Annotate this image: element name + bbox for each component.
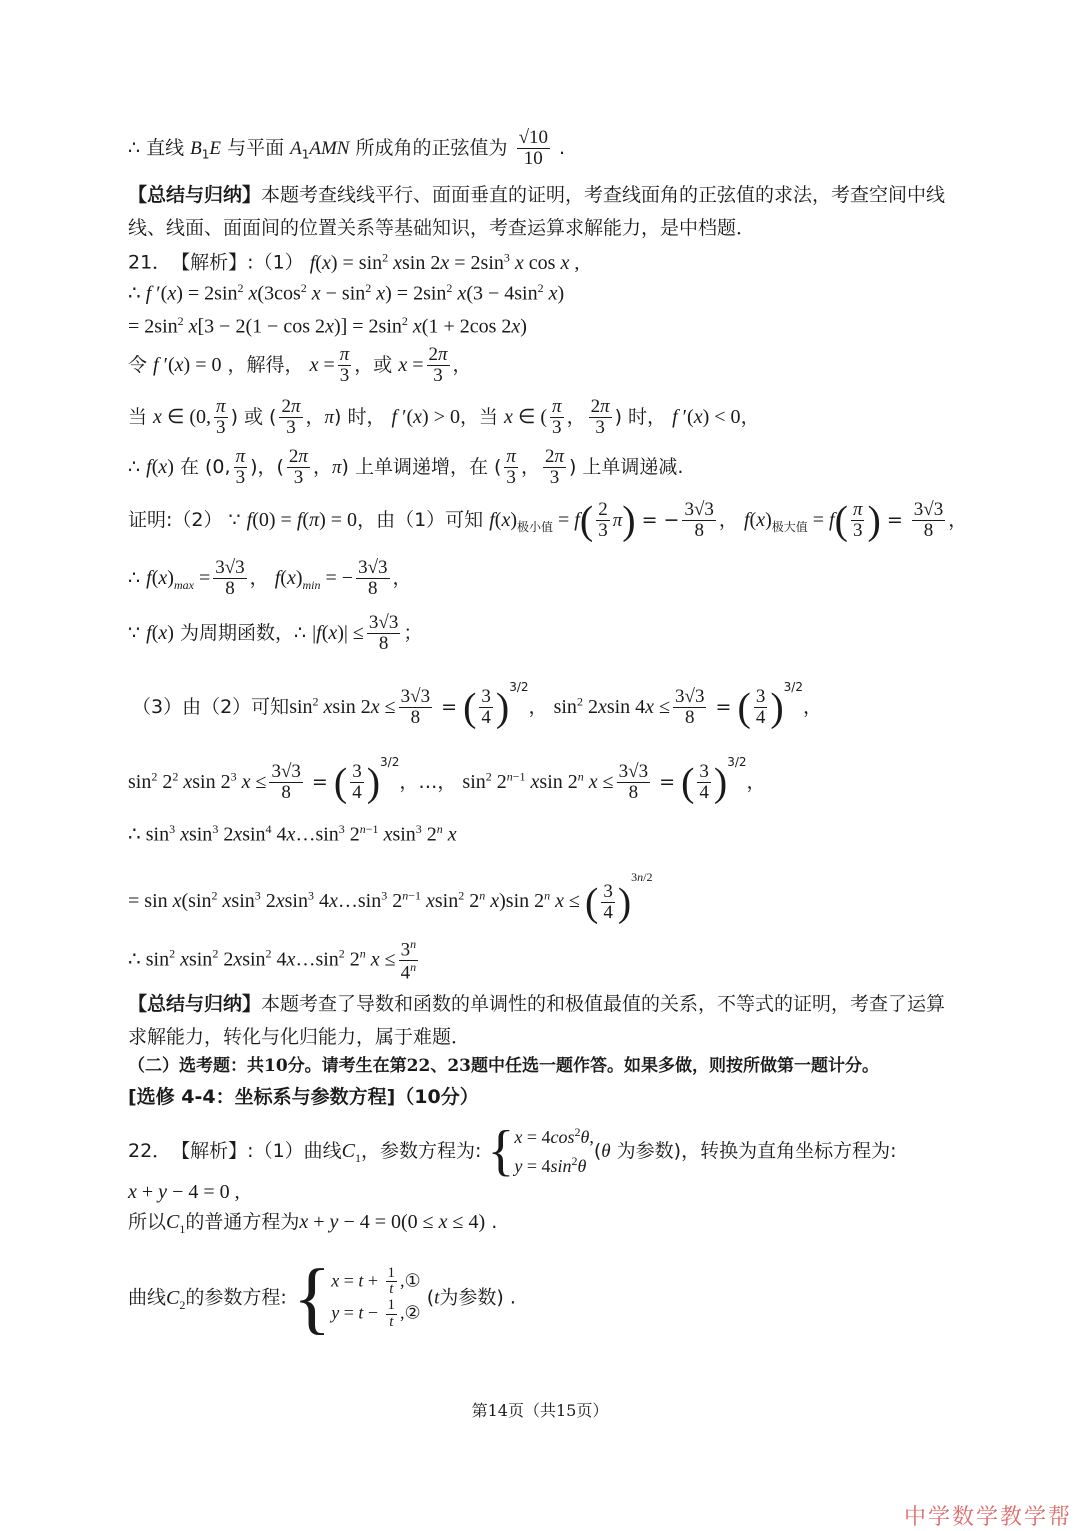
proof-label: 证明:（2）	[128, 508, 223, 531]
part3-line4: = $\sin x(\sin^2$ xsin$^3$ 2xsin$^3$ $4x\dots\sin^3$ $2^{n-1}$ xsin$^2$ 2$^n$ x)sin 2$^n$ x ≤ ( $\frac{3}{4}$ )$^{3n/2}$	[128, 870, 653, 925]
ordinary-label2: 的普通方程为	[185, 1211, 300, 1233]
line-conclusion: ∴ 直线 $B_1E$ 与平面 $A_1AMN$ 所成角的正弦值为 $\frac{√10}{10}$ .	[128, 127, 566, 169]
page-footer: 第14页（共15页）	[471, 1401, 609, 1420]
summary-text-2: 本题考查了导数和函数的单调性的和极值最值的关系，不等式的证明，考查了运算	[261, 993, 946, 1015]
derivative-line2: = $2\sin^2$ $x[3 - 2(1 - \cos 2x)] = 2\sin^2$ x(1 + 2cos 2x)	[128, 314, 527, 338]
part3-line2: $\sin^2 2^2$ xsin $2^3$ x ≤ $\frac{3√3}{8}$ = ( $\frac{3}{4}$ )$^{3/2}$，…， $\sin^2 2^{n-1}$ xsin 2$^n$ x ≤ $\frac{3√3}{8}$ = ( $\frac{3}{4}$ )$^{3/2}$，	[128, 755, 766, 805]
c2-text: 的参数方程:	[185, 1286, 287, 1309]
elective-title: [选修 4-4：坐标系与参数方程]（10分）	[128, 1086, 479, 1108]
part3-line5: ∴ $\sin^2 xsin^2$ 2xsin$^2$ $4x\dots\sin^2$ 2$^n$ x ≤ $\frac{3^n}{4^n}$	[128, 937, 417, 984]
q22-label: 22． 【解析】:（1）曲线	[128, 1140, 342, 1163]
max-min-line: ∴ $f(x)_{max}$ = $\frac{3√3}{8}$ ， $f(x)_{min}$ = − $\frac{3√3}{8}$ ，	[128, 557, 412, 599]
summary-2	[128, 993, 945, 1016]
roots-line: 令 f ′(x) = 0 ，解得， x = $\frac{\pi}{3}$ ，或 x = $\frac{2\pi}{3}$ ，	[128, 344, 472, 386]
summary-1	[128, 184, 945, 207]
c2-label: 曲线	[128, 1286, 167, 1309]
summary-text: 本题考查线线平行、面面垂直的证明，考查线面角的正弦值的求法，考查空间中线	[261, 184, 946, 206]
proof-line: 证明:（2） ∵ f(0) = f(π) = 0，由（1）可知 $f(x)_{极小值} = f$( $\frac{2}{3}$ π) = − $\frac{3√3}{8}$ ， $f(x)_{极大值} = f$( $\frac{\pi}{3}$ ) = $\frac{3√3}{8}$ ，	[128, 497, 968, 543]
summary-label: 【总结与归纳】	[128, 184, 262, 206]
section-title: （二）选考题：共10分。请考生在第22、23题中任选一题作答。如果多做，则按所做第一题计分。	[128, 1056, 879, 1076]
ordinary-eq: 所以$C_1$的普通方程为x + y − 4 = 0(0 ≤ x ≤ 4) .	[128, 1211, 498, 1236]
q22-line1: 22． 【解析】:（1）曲线$C_1$，参数方程为: { $x = 4\cos^2\theta$, $y = 4\sin^2\theta$ (θ 为参数)，转换为直角坐标方程为:	[128, 1120, 897, 1182]
ordinary-label: 所以	[128, 1211, 167, 1233]
monotonic-line: ∴ f(x) 在 (0, $\frac{\pi}{3}$ )，( $\frac{2\pi}{3}$ ，π) 上单调递增，在 ( $\frac{\pi}{3}$ ， $\frac{2\pi}{3}$ ) 上单调递减.	[128, 446, 684, 488]
part3-label: （3）由（2）可知	[132, 696, 290, 718]
q21-label: 21． 【解析】:（1）	[128, 251, 304, 274]
param-text: 为参数)	[439, 1286, 504, 1309]
c2-line: 曲线$C_2$的参数方程: { x = t + $\frac{1}{t}$ ,① y = t − $\frac{1}{t}$ ,② (t为参数) .	[128, 1254, 516, 1342]
intervals-line: 当 x ∈ (0, $\frac{\pi}{3}$ ) 或 ( $\frac{2\pi}{3}$ ，π) 时， f ′(x) > 0，当 x ∈ ( $\frac{\pi}{3}$ ， $\frac{2\pi}{3}$ ) 时， f ′(x) < 0，	[128, 396, 760, 438]
summary-2b: 求解能力，转化与化归能力，属于难题．	[128, 1026, 471, 1048]
part3-line1: （3）由（2）可知$\sin^2 xsin$ 2x ≤ $\frac{3√3}{8}$ = ( $\frac{3}{4}$ )$^{3/2}$， $\sin^2 2xsin$ 4x ≤ $\frac{3√3}{8}$ = ( $\frac{3}{4}$ )$^{3/2}$，	[132, 680, 822, 730]
summary-1b: 线、线面、面面间的位置关系等基础知识，考查运算求解能力，是中档题．	[128, 217, 756, 239]
summary-label-2: 【总结与归纳】	[128, 993, 262, 1015]
derivative-line1: ∴ f $'(x) = 2\sin^2$ $x(3\cos^2$ $x - \sin^2 x) = 2\sin^2$ $x(3 - 4\sin^2$ x)	[128, 281, 565, 305]
q21-header: 21． 【解析】:（1） $f(x) = \sin^2 xsin$ $2x = 2\sin^3$ x cos x ,	[128, 250, 580, 274]
q22-text2: ，转换为直角坐标方程为:	[681, 1140, 897, 1163]
cartesian-eq: x + y − 4 = 0 ,	[128, 1181, 240, 1203]
q22-text1: ，参数方程为:	[361, 1140, 482, 1163]
part3-line3: ∴ $\sin^3 xsin^3$ 2xsin$^4$ $4x\dots\sin^3$ $2^{n-1}$ xsin$^3$ 2$^n$ x	[128, 822, 457, 846]
periodic-line: ∵ f(x) 为周期函数，∴ |f(x)| ≤ $\frac{3√3}{8}$ ；	[128, 612, 423, 654]
watermark: 中学数学教学帮	[903, 1505, 1072, 1530]
